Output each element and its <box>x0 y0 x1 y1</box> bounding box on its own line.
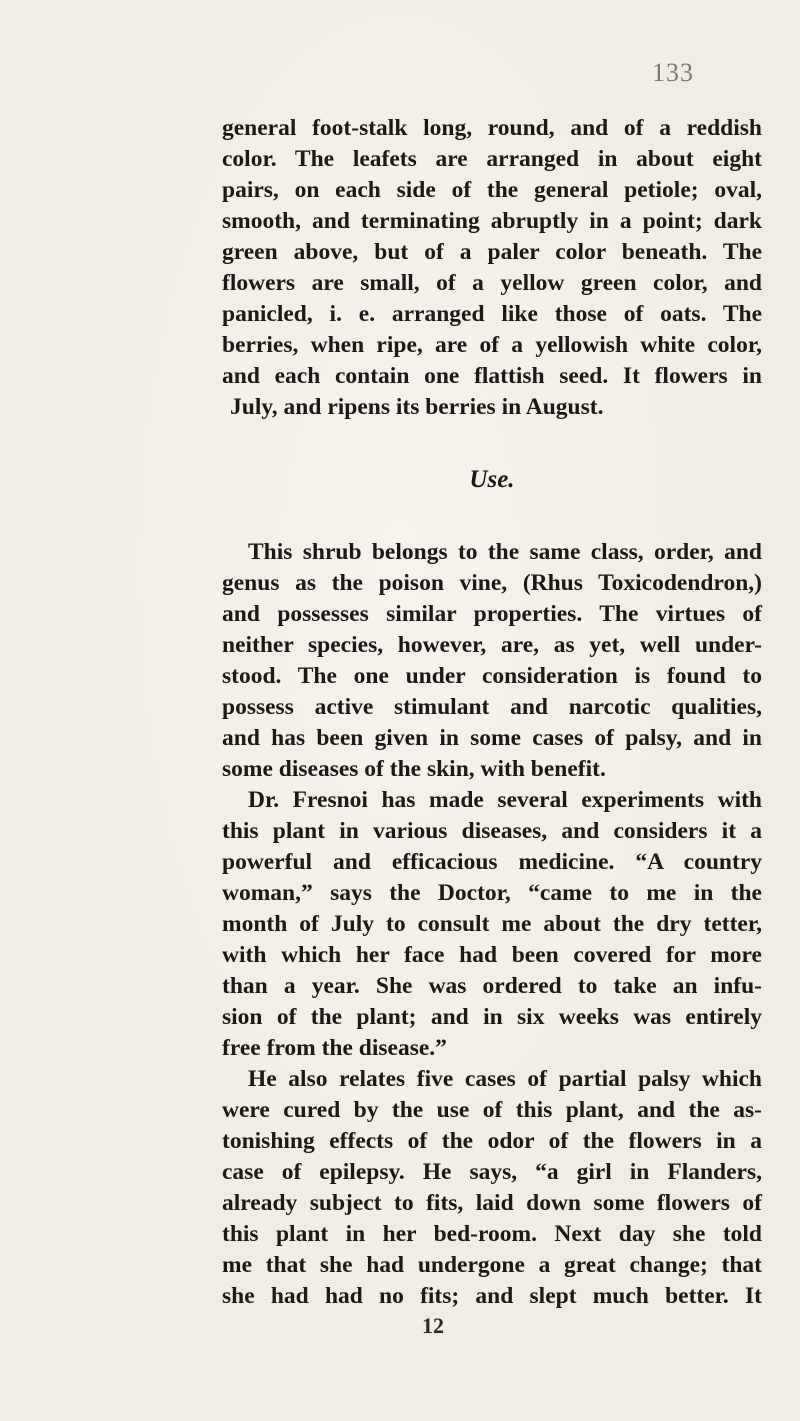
text-line: and each contain one flattish seed. It flowers in <box>222 363 762 389</box>
text-line: woman,” says the Doctor, “came to me in the <box>222 880 762 906</box>
text-line: stood. The one under consideration is found to <box>222 663 762 689</box>
text-line: color. The leafets are arranged in about eight <box>222 146 762 172</box>
page-number: 133 <box>652 58 694 87</box>
text-line: neither species, however, are, as yet, well under- <box>222 632 762 658</box>
text-line: this plant in various diseases, and considers it a <box>222 818 762 844</box>
section-heading-use: Use. <box>469 466 515 493</box>
text-line: were cured by the use of this plant, and the as- <box>222 1097 762 1123</box>
text-line: with which her face had been covered for more <box>222 942 762 968</box>
text-line: possess active stimulant and narcotic qualities, <box>222 694 762 720</box>
text-line: sion of the plant; and in six weeks was entirely <box>222 1004 762 1030</box>
text-line: than a year. She was ordered to take an infu- <box>222 973 762 999</box>
text-line: and possesses similar properties. The virtues of <box>222 601 762 627</box>
text-line: genus as the poison vine, (Rhus Toxicodendron,) <box>222 570 762 596</box>
text-line: general foot-stalk long, round, and of a reddish <box>222 115 762 141</box>
text-line: pairs, on each side of the general petiole; oval, <box>222 177 762 203</box>
text-line: He also relates five cases of partial palsy which <box>248 1066 762 1092</box>
text-line: berries, when ripe, are of a yellowish white color, <box>222 332 762 358</box>
text-line: tonishing effects of the odor of the flowers in a <box>222 1128 762 1154</box>
text-line: free from the disease.” <box>222 1035 447 1061</box>
signature-mark: 12 <box>422 1313 444 1338</box>
text-line: green above, but of a paler color beneath. The <box>222 239 762 265</box>
text-line: some diseases of the skin, with benefit. <box>222 756 606 782</box>
text-line: and has been given in some cases of palsy, and in <box>222 725 762 751</box>
text-line: case of epilepsy. He says, “a girl in Flanders, <box>222 1159 762 1185</box>
text-line: Dr. Fresnoi has made several experiments with <box>248 787 762 813</box>
text-line: she had had no fits; and slept much better. It <box>222 1283 762 1309</box>
text-line: panicled, i. e. arranged like those of oats. The <box>222 301 762 327</box>
text-line: smooth, and terminating abruptly in a point; dark <box>222 208 762 234</box>
text-line: powerful and efficacious medicine. “A country <box>222 849 762 875</box>
text-line: This shrub belongs to the same class, order, and <box>248 539 762 565</box>
text-line: me that she had undergone a great change; that <box>222 1252 762 1278</box>
text-line: flowers are small, of a yellow green color, and <box>222 270 762 296</box>
text-line: month of July to consult me about the dry tetter, <box>222 911 762 937</box>
text-line: July, and ripens its berries in August. <box>230 394 604 420</box>
text-line: this plant in her bed-room. Next day she told <box>222 1221 762 1247</box>
text-line: already subject to fits, laid down some flowers of <box>222 1190 762 1216</box>
